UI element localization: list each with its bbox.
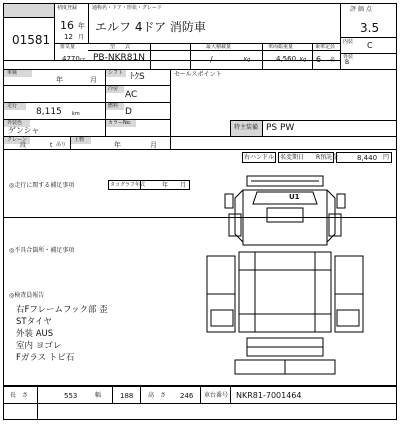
grid-line xyxy=(340,3,341,69)
grid-line xyxy=(170,136,397,137)
displacement-label: 排気量 xyxy=(60,44,76,50)
defect-label: ◎不具合箇所・補足事項 xyxy=(9,247,75,254)
score-label: 評 価 点 xyxy=(350,6,372,13)
gross-weight-unit: Kg xyxy=(300,57,307,63)
reg-month-unit: 月 xyxy=(78,34,85,41)
grid-line xyxy=(3,403,397,404)
capacity-unit: 名 xyxy=(330,57,336,63)
grid-line xyxy=(190,43,191,69)
ext-color-label: 外装色 xyxy=(7,120,23,126)
grid-line xyxy=(112,386,113,403)
max-load-label: 最大積載量 xyxy=(206,44,232,50)
mileage-label: 走行 xyxy=(7,103,18,109)
grid-line xyxy=(3,149,397,150)
grid-line xyxy=(262,120,263,136)
vehicle-name: エルフ 4ドア 消防車 xyxy=(95,20,206,34)
inspector-label: ◎検査員報告 xyxy=(9,292,45,299)
crane-tsuri: 吊り xyxy=(56,142,67,148)
sales-point-label: セールスポイント xyxy=(174,71,222,78)
grid-line xyxy=(3,69,397,70)
chassis-value: NKR81-7001464 xyxy=(236,391,302,400)
length-label: 長 さ xyxy=(10,392,29,399)
handle-value: 右ハンドル xyxy=(244,154,275,161)
tacho-label: タコグラフ年式 xyxy=(110,182,146,188)
displacement-unit: cc xyxy=(80,57,86,63)
first-reg-label: 初度登録 xyxy=(57,5,78,11)
tacho-year: 年 xyxy=(162,182,169,189)
reg-year: 16 xyxy=(60,19,74,32)
running-label: ◎走行に関する補足事項 xyxy=(9,182,75,189)
grid-line xyxy=(140,386,141,403)
grid-line xyxy=(88,50,340,51)
grid-line xyxy=(150,43,151,69)
inspection-year-unit: 年 xyxy=(56,76,63,84)
name-label: 通称名・ドア・形状・グレード xyxy=(92,5,162,11)
report-line: 右Fフレームフック部 歪 xyxy=(16,305,108,315)
grid-line xyxy=(312,43,313,69)
width-label: 幅 xyxy=(95,392,102,399)
capacity-label: 乗車定員 xyxy=(315,44,336,50)
height-value: 246 xyxy=(180,392,194,400)
ac-value: AC xyxy=(125,90,138,100)
recycle-value: 8,440 xyxy=(357,154,378,162)
width-value: 188 xyxy=(120,392,134,400)
inspection-month-unit: 月 xyxy=(90,76,97,84)
report-line: STタイヤ xyxy=(16,317,52,327)
report-line: 室内 ヨゴレ xyxy=(16,341,62,351)
ext-color-value: ゲンシャ xyxy=(8,126,40,135)
fuel-value: D xyxy=(125,107,132,117)
name-change-label: 名変期日 xyxy=(280,154,305,161)
ac-label: 冷房 xyxy=(108,86,119,92)
lot-number: 01581 xyxy=(12,33,51,47)
color-no-label: カラーNo. xyxy=(108,120,132,126)
gross-weight-value: 4,560 xyxy=(276,55,297,63)
recycle-unit: 円 xyxy=(383,154,390,161)
shift-value: ﾄｸS xyxy=(130,72,145,82)
damage-mark: U1 xyxy=(289,193,300,201)
grid-line xyxy=(262,43,263,69)
report-line: Fガラス トビ石 xyxy=(16,353,75,363)
top-year: 年 xyxy=(114,141,121,149)
grid-line xyxy=(230,386,231,403)
grid-line xyxy=(54,3,55,60)
reg-year-unit: 年 xyxy=(78,22,85,30)
grid-line xyxy=(200,386,201,403)
gross-weight-label: 車両総重量 xyxy=(268,44,294,50)
grid-line xyxy=(88,3,89,43)
score-value: 3.5 xyxy=(360,21,380,35)
truck-diagram xyxy=(195,170,375,380)
shift-label: シフト xyxy=(108,70,124,76)
grid-line xyxy=(3,85,170,86)
tacho-month: 月 xyxy=(180,182,187,189)
inspection-label: 車検 xyxy=(7,70,18,76)
equipment-label: 特主装備 xyxy=(234,124,259,131)
height-label: 高 さ xyxy=(148,392,167,399)
mileage-unit: km xyxy=(72,111,80,117)
chassis-label: 車台番号 xyxy=(204,392,229,399)
displacement-value: 4770 xyxy=(62,55,80,63)
max-load-unit: Kg xyxy=(244,57,251,63)
crane-dan: 段 xyxy=(20,142,27,149)
fuel-label: 燃料 xyxy=(108,103,119,109)
crane-label: クレーン xyxy=(7,137,27,143)
interior-label: 内装 xyxy=(343,39,354,45)
top-label: 上物 xyxy=(74,137,85,143)
equipment-value: PS PW xyxy=(266,123,295,133)
crane-t: t xyxy=(50,142,53,149)
exterior-label: 外装 xyxy=(343,54,354,60)
grid-line xyxy=(3,102,170,103)
model-label: 型 式 xyxy=(110,44,131,50)
exterior-value: B xyxy=(345,59,350,66)
grid-line xyxy=(340,37,397,38)
report-line: 外装 AUS xyxy=(16,329,54,339)
grid-line xyxy=(54,43,340,44)
grid-line xyxy=(170,69,171,149)
capacity-value: 6 xyxy=(316,55,322,64)
max-load-value: / xyxy=(210,55,213,64)
grid-line xyxy=(37,386,38,420)
label-shade xyxy=(4,4,54,17)
model-value: PB-NKR81N xyxy=(93,53,145,63)
recycle-label: R預託金 xyxy=(316,154,339,161)
reg-month: 12 xyxy=(64,33,73,41)
interior-value: C xyxy=(367,41,373,50)
grid-line xyxy=(3,17,54,18)
length-value: 553 xyxy=(64,392,78,400)
top-month: 月 xyxy=(150,141,157,149)
mileage-value: 8,115 xyxy=(36,107,62,117)
